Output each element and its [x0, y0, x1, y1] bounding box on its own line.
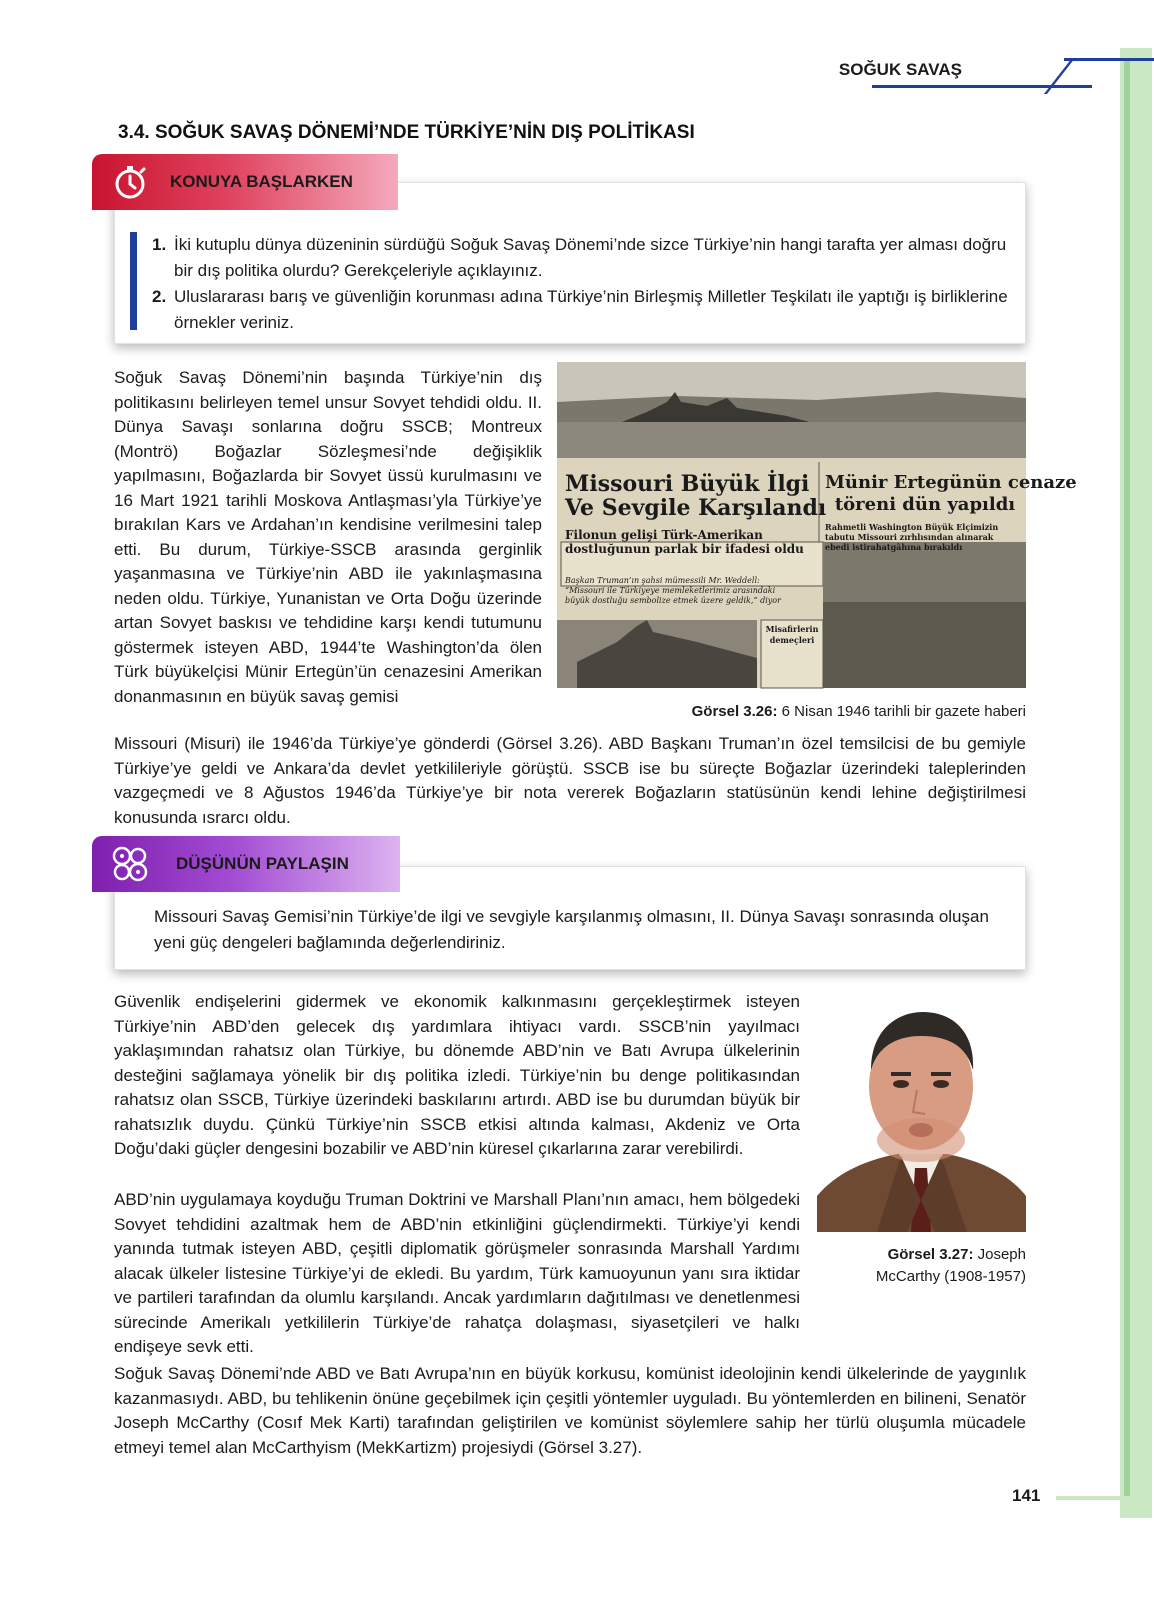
question-text: İki kutuplu dünya düzeninin sürdüğü Soğuk Savaş Dönemi’nde sizce Türkiye’nin hangi tarafta yer alması doğru bir dış politika olurdu? Gerekçeleriyle açıklayınız. [174, 235, 1007, 280]
figure-326-caption [557, 701, 1026, 723]
newspaper-headline-left-line2: Ve Sevgile Karşılandı [565, 495, 827, 521]
newspaper-quote-line2: “Missouri ile Türkiyeye memleketlerimiz arasındaki [565, 586, 776, 595]
konuya-baslarken-tab [92, 154, 398, 210]
chapter-header-label: SOĞUK SAVAŞ [838, 60, 962, 79]
figure-327-caption-text-2: McCarthy (1908-1957) [875, 1268, 1026, 1285]
newspaper-headline-left-line1: Missouri Büyük İlgi [565, 471, 810, 497]
newspaper-quote-line1: Başkan Truman’ın şahsi mümessili Mr. Weddell: [565, 576, 760, 585]
newspaper-subhead-right-line1: Rahmetli Washington Büyük Elçimizin [825, 522, 999, 532]
newspaper-headline-right-line1: Münir Ertegünün cenaze [825, 472, 1077, 493]
mccarthy-portrait [817, 1000, 1026, 1232]
figure-326-caption-text: 6 Nisan 1946 tarihli bir gazete haberi [781, 703, 1026, 720]
question-number: 1. [152, 235, 167, 254]
page-number: 141 [1012, 1486, 1041, 1505]
figure-326-caption-label: Görsel 3.26: [691, 703, 778, 720]
newspaper-subhead-right-line3: ebedi istirahatgâhına bırakıldı [825, 542, 963, 552]
newspaper-headline-right-line2: töreni dün yapıldı [834, 494, 1016, 515]
question-accent-bar [130, 232, 137, 330]
newspaper-quote [565, 576, 821, 606]
newspaper-headline-left [565, 471, 827, 521]
newspaper-subhead-right-line2: tabutu Missouri zırhlısından alınarak [825, 532, 994, 542]
body-paragraph-1-full: Missouri (Misuri) ile 1946’da Türkiye’ye gönderdi (Görsel 3.26). ABD Başkanı Truman’ın özel temsilcisi de bu gemiyle Türkiye’ye geldi ve Ankara’da devlet yetkilileriyle görüştü. SSCB ise bu süreçte Boğazlar üzerindeki taleplerinden vazgeçmedi ve 8 Ağustos 1946’da Türkiye’ye bir nota vererek Boğazların statüsünün kendi lehine değiştirilmesi konusunda ısrarcı oldu. [114, 734, 1026, 827]
newspaper-subhead-left-line1: Filonun gelişi Türk-Amerikan [565, 528, 763, 542]
discussion-icon [108, 842, 152, 886]
newspaper-figure [557, 362, 1077, 688]
newspaper-box-title-line1: Misafirlerin [765, 624, 819, 634]
question-number: 2. [152, 287, 167, 306]
question-text: Uluslararası barış ve güvenliğin korunması adına Türkiye’nin Birleşmiş Milletler Teşkilatı ile yaptığı iş birliklerine örnekler veriniz. [174, 287, 1008, 332]
page-number-line [1056, 1496, 1152, 1500]
question-item [152, 232, 1014, 284]
body-paragraph-3: ABD’nin uygulamaya koyduğu Truman Doktrini ve Marshall Planı’nın amacı, hem bölgedeki Sovyet tehdidini azaltmak hem de ABD’nin etkinliğini güçlendirmekti. Türkiye’yi kendi yanında tutmak isteyen ABD, çeşitli diplomatik görüşmeler sonrasında Marshall Yardımı alacak ülkeler listesine Türkiye’yi de ekledi. Bu yardım, Türk kamuoyunun yanı sıra iktidar ve partileri tarafından da olumlu karşılandı. Ancak yardımların dağıtılması ve denetlenmesi sürecinde Amerikalı yetkililerin Türkiye’de rahatça dolaşması, siyasetçileri ve halkı endişeye sevk etti. [114, 1190, 800, 1356]
question-list [152, 232, 1014, 336]
dusunun-paylasin-tab [92, 836, 400, 892]
stopwatch-icon [108, 160, 152, 204]
mccarthy-portrait-image [817, 1000, 1026, 1232]
body-paragraph-2: Güvenlik endişelerini gidermek ve ekonomik kalkınmasını gerçekleştirmek isteyen Türkiye’nin ABD’den gelecek dış yardımlara ihtiyacı vardı. SSCB’nin yayılmacı yaklaşımından rahatsız olan Türkiye, bu dönemde ABD’nin ve Batı Avrupa ülkelerinin desteğini sağlamaya yönelik bir dış politika izledi. Türkiye’nin bu denge politikasından rahatsız olan SSCB, Türkiye üzerindeki baskılarını artırdı. ABD ise bu durumdan büyük bir rahatsızlık duydu. Çünkü Türkiye’nin SSCB etkisi altında kalması, Akdeniz ve Orta Doğu’daki güçler dengesini bozabilir ve ABD’nin küresel çıkarlarına zarar verebilirdi. [114, 992, 800, 1158]
header-tail-decoration [1064, 58, 1154, 61]
section-title: 3.4. SOĞUK SAVAŞ DÖNEMİ’NDE TÜRKİYE’NİN DIŞ POLİTİKASI [118, 122, 695, 143]
dusunun-paylasin-label: DÜŞÜNÜN PAYLAŞIN [176, 854, 349, 873]
newspaper-subhead-left [565, 528, 820, 556]
konuya-baslarken-label: KONUYA BAŞLARKEN [170, 172, 353, 191]
newspaper-box-title [763, 624, 821, 646]
figure-327-caption-text-1: Joseph [977, 1246, 1026, 1263]
question-item [152, 284, 1014, 336]
page-edge-stripe [1124, 60, 1130, 1500]
newspaper-headline-right [825, 472, 1077, 516]
newspaper-subhead-left-line2: dostluğunun parlak bir ifadesi oldu [565, 542, 804, 556]
newspaper-subhead-right [825, 522, 1025, 552]
dusunun-paylasin-text: Missouri Savaş Gemisi’nin Türkiye’de ilgi ve sevgiyle karşılanmış olmasını, II. Dünya Savaşı sonrasında oluşan yeni güç dengeleri bağlamında değerlendiriniz. [154, 907, 989, 952]
newspaper-box-title-line2: demeçleri [769, 635, 815, 645]
body-paragraph-4: Soğuk Savaş Dönemi’nde ABD ve Batı Avrupa’nın en büyük korkusu, komünist ideolojinin kendi ülkelerinde de yaygınlık kazanmasıydı. ABD, bu tehlikenin önüne geçebilmek için çeşitli yöntemler uyguladı. Bu yöntemlerden en bilineni, Senatör Joseph McCarthy (Cosıf Mek Karti) tarafından geliştirilen ve komünist söylemlere sahip her türlü oluşumla mücadele etmeyi temel alan McCarthyism (MekKartizm) projesiydi (Görsel 3.27). [114, 1364, 1026, 1457]
figure-327-caption [817, 1244, 1026, 1288]
newspaper-quote-line3: büyük dostluğu sembolize etmek üzere geldik,” diyor [565, 596, 781, 605]
body-paragraph-1-left: Soğuk Savaş Dönemi’nin başında Türkiye’nin dış politikasını belirleyen temel unsur Sovyet tehdidi oldu. II. Dünya Savaşı sonlarına doğru SSCB; Montreux (Montrö) Boğazlar Sözleşmesi’nde değişiklik yapılmasını, Boğazlarda bir Sovyet üssü kurulmasını ve 16 Mart 1921 tarihli Moskova Antlaşması’yla Türkiye’ye bırakılan Kars ve Ardahan’ın kendisine verilmesini talep etti. Bu durum, Türkiye-SSCB arasında gerginlik yaşanmasına ve Türkiye’nin ABD ile yakınlaşmasına neden oldu. Türkiye, Yunanistan ve Orta Doğu üzerinde artan Sovyet baskısı ve tehdidine karşı kendi tutumunu göstermek isteyen ABD, 1944’te Washington’da ölen Türk büyükelçisi Münir Ertegün’ün cenazesini Amerikan donanmasının en büyük savaş gemisi [114, 368, 542, 706]
figure-327-caption-label: Görsel 3.27: [887, 1246, 974, 1263]
